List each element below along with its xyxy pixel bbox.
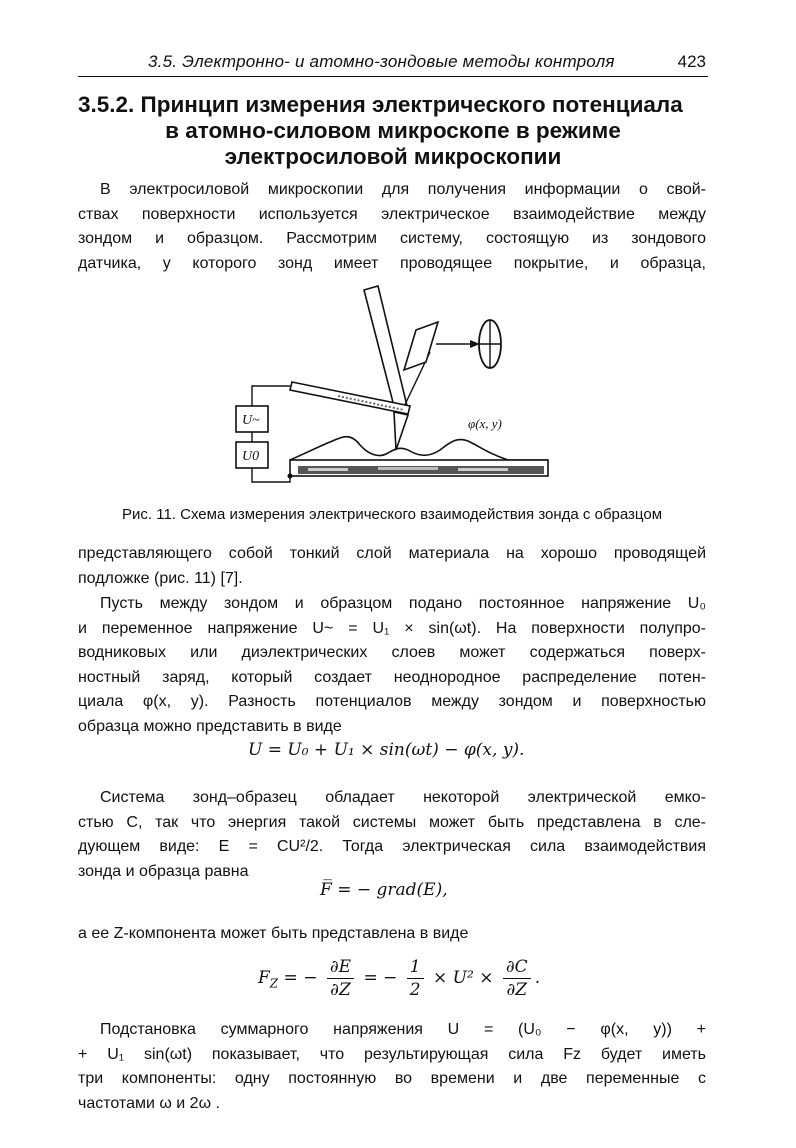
text-line: зондом и образцом. Рассмотрим систему, состоящую из зондового xyxy=(78,230,706,247)
paragraph-voltage xyxy=(78,592,706,739)
text-line: ствах поверхности используется электрическое взаимодействие между xyxy=(78,205,706,223)
text-line: стью C, так что энергия такой системы может быть представлена в сле- xyxy=(78,813,706,831)
text-line: ностный заряд, который создает неоднородное распределение потен- xyxy=(78,668,706,686)
running-head xyxy=(78,52,708,77)
fraction-half xyxy=(407,956,424,1001)
fraction-denominator: ∂Z xyxy=(330,980,351,1000)
force-subscript: Z xyxy=(269,976,279,991)
text-line: В электросиловой микроскопии для получения информации о свой- xyxy=(100,181,706,198)
text-line: образца можно представить в виде xyxy=(78,717,342,735)
fraction-dE-dZ xyxy=(327,956,354,1001)
text-line: и переменное напряжение U~ = U₁ × sin(ωt). На поверхности полупро- xyxy=(78,619,706,637)
formula-force-z xyxy=(258,956,540,1001)
text-line: Подстановка суммарного напряжения U = (U₀ − φ(x, y)) + xyxy=(100,1021,706,1038)
probe-scheme-diagram xyxy=(218,282,558,497)
text-line: Пусть между зондом и образцом подано постоянное напряжение U₀ xyxy=(100,595,706,612)
fraction-dC-dZ xyxy=(503,956,531,1001)
formula-middle: × U² × xyxy=(433,968,494,988)
page-number: 423 xyxy=(677,52,706,71)
text-line: представляющего собой тонкий слой материала на хорошо проводящей xyxy=(78,545,706,562)
fraction-numerator: ∂E xyxy=(327,956,354,979)
sample-surface xyxy=(290,437,548,460)
figure-caption: Рис. 11. Схема измерения электрического взаимодействия зонда с образцом xyxy=(122,506,662,523)
label-u0: U0 xyxy=(242,449,260,464)
text-line: датчика, у которого зонд имеет проводящее покрытие, и образца, xyxy=(78,254,706,272)
label-u-ac: U~ xyxy=(242,413,260,428)
equals-minus-2: = − xyxy=(363,968,398,988)
text-line: Система зонд–образец обладает некоторой электрической емко- xyxy=(100,789,706,806)
section-title xyxy=(78,92,708,170)
paragraph-capacitance xyxy=(78,786,706,884)
paragraph-substitution xyxy=(78,1018,706,1116)
text-line: дующем виде: E = CU²/2. Тогда электрическая сила взаимодействия xyxy=(78,838,706,855)
paragraph-intro xyxy=(78,178,706,276)
paragraph-z-component xyxy=(78,922,706,947)
text-line: подложке (рис. 11) [7]. xyxy=(78,569,243,587)
text-line: циала φ(x, y). Разность потенциалов между зондом и поверхностью xyxy=(78,693,706,710)
section-title-line-1: 3.5.2. Принцип измерения электрического потенциала xyxy=(78,92,683,117)
equals-minus-1: = − xyxy=(283,968,318,988)
force-symbol: F xyxy=(258,968,270,988)
text-line: зонда и образца равна xyxy=(78,862,249,880)
fraction-numerator: 1 xyxy=(407,956,424,979)
label-phi: φ(x, y) xyxy=(468,416,502,431)
text-line: частотами ω и 2ω . xyxy=(78,1094,220,1112)
section-title-line-2: в атомно-силовом микроскопе в режиме xyxy=(165,118,621,143)
figure-probe-scheme xyxy=(218,282,558,497)
formula-force-gradient: F̅ = − grad(E), xyxy=(320,880,448,900)
text-line: + U₁ sin(ωt) показывает, что результирующая сила Fz будет иметь xyxy=(78,1045,706,1063)
running-head-title: 3.5. Электронно- и атомно-зондовые методы контроля xyxy=(148,52,615,71)
fraction-denominator: 2 xyxy=(409,980,421,1000)
fraction-numerator: ∂C xyxy=(503,956,531,979)
formula-potential-difference: U = U₀ + U₁ × sin(ωt) − φ(x, y). xyxy=(248,740,525,760)
formula-end: . xyxy=(534,968,541,988)
text-line: три компоненты: одну постоянную во времени и две переменные с xyxy=(78,1070,706,1087)
paragraph-sample xyxy=(78,542,706,591)
fraction-denominator: ∂Z xyxy=(506,980,528,1000)
text-line: водниковых или диэлектрических слоев может содержаться поверх- xyxy=(78,644,706,661)
mirror-icon xyxy=(404,322,438,370)
probe-tip-icon xyxy=(394,412,408,450)
section-title-line-3: электросиловой микроскопии xyxy=(224,144,562,169)
laser-source-icon xyxy=(364,286,408,414)
text-line: а ее Z-компонента может быть представлена в виде xyxy=(78,925,469,942)
